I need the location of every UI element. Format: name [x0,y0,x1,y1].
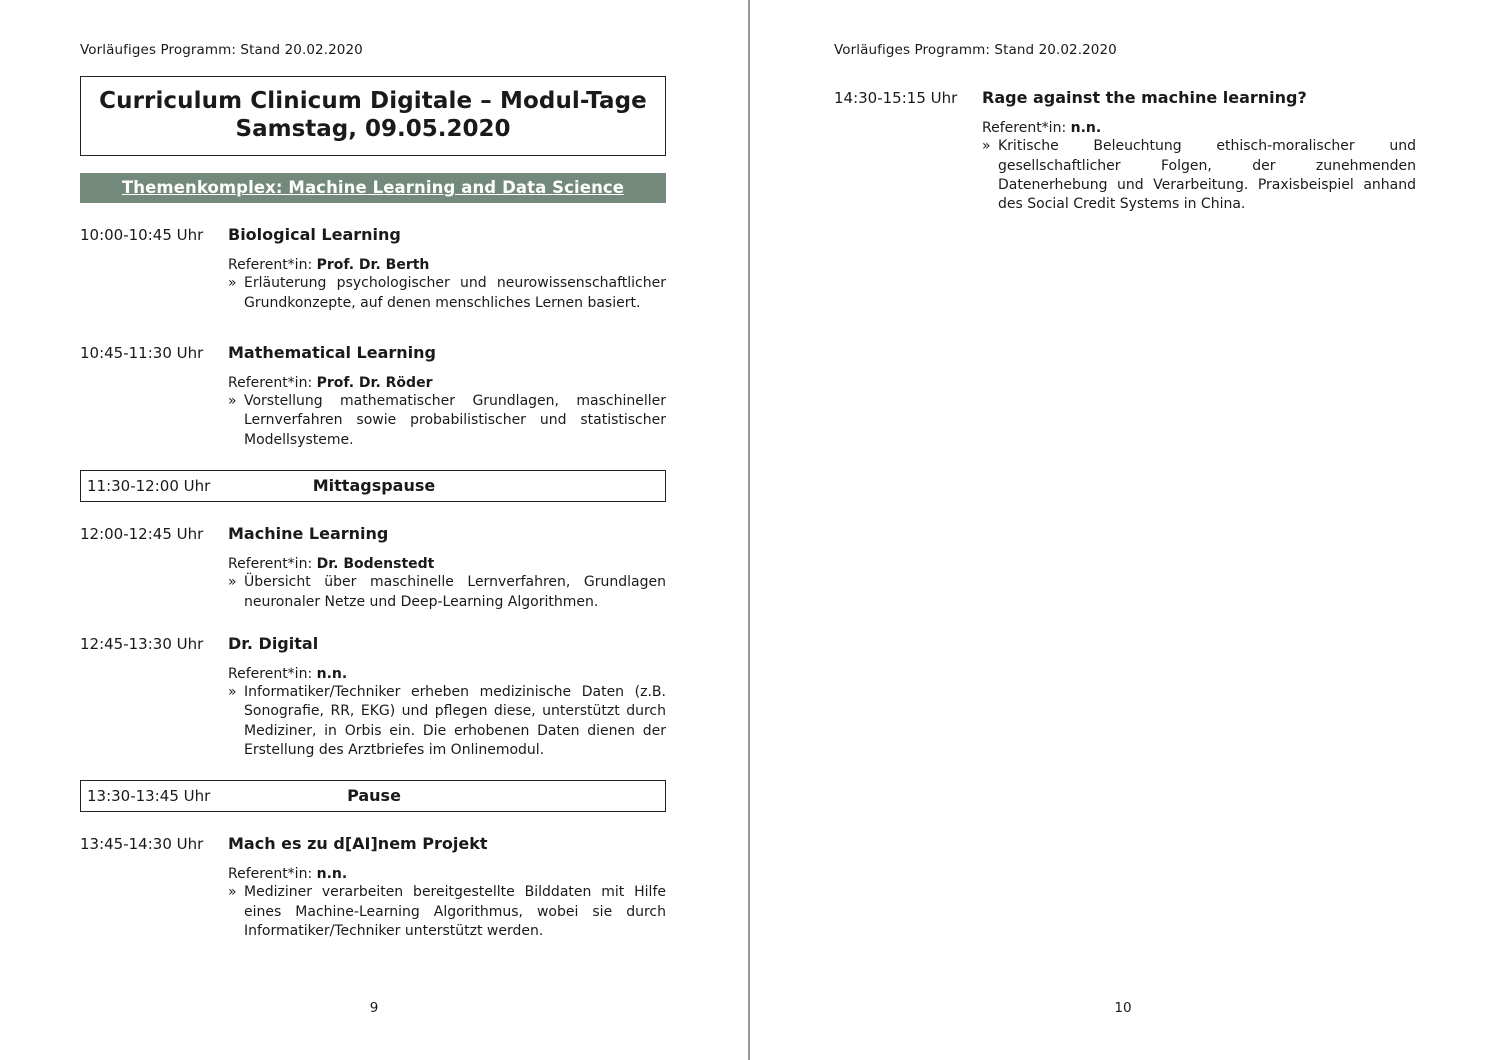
session-time: 10:00-10:45 Uhr [80,226,204,245]
page-title: Curriculum Clinicum Digitale – Modul-Tage [99,88,647,114]
speaker-label: Referent*in: [228,866,313,883]
session-speaker [228,375,666,391]
bullet-marker-icon: » [228,684,237,701]
break-row-pause [80,780,666,812]
bullet-marker-icon: » [982,138,991,155]
session-body [982,88,1416,214]
speaker-label: Referent*in: [228,556,313,573]
break-label: Mittagspause [312,476,436,496]
session-item [834,88,1416,214]
speaker-name: Dr. Bodenstedt [316,556,435,573]
session-title: Mathematical Learning [228,342,436,362]
session-speaker [982,120,1416,136]
session-body [228,225,666,313]
page-10 [748,0,1496,1060]
session-item [80,343,666,450]
speaker-name: n.n. [316,666,348,683]
session-title: Biological Learning [228,225,401,245]
page-number: 9 [369,1000,379,1016]
break-time: 13:30-13:45 Uhr [87,786,211,805]
bullet-text: Erläuterung psychologischer und neurowissenschaftlicher Grundkonzepte, auf denen menschliches Lernen basiert. [244,275,666,311]
bullet-marker-icon: » [228,393,237,410]
bullet-text: Vorstellung mathematischer Grundlagen, maschineller Lernverfahren sowie probabilistischer und statistischer Modellsysteme. [244,393,666,448]
bullet-marker-icon: » [228,574,237,591]
bullet-text: Kritische Beleuchtung ethisch-moralischer und gesellschaftlicher Folgen, der zunehmenden Datenerhebung und Verarbeitung. Praxisbeispiel anhand des Social Credit Systems in China. [998,138,1416,213]
speaker-name: n.n. [1070,120,1102,137]
session-title: Dr. Digital [228,633,319,653]
break-label: Pause [347,786,401,806]
session-time: 12:00-12:45 Uhr [80,525,204,544]
page-number: 10 [1114,1000,1132,1016]
session-item [80,225,666,313]
session-speaker [228,257,666,273]
bullet-marker-icon: » [228,275,237,292]
session-speaker [228,866,666,882]
break-time: 11:30-12:00 Uhr [87,476,211,495]
bullet-marker-icon: » [228,884,237,901]
session-title: Rage against the machine learning? [982,88,1307,107]
session-speaker [228,666,666,682]
session-title: Mach es zu d[AI]nem Projekt [228,834,488,854]
speaker-name: Prof. Dr. Röder [316,375,433,392]
header-note: Vorläufiges Programm: Stand 20.02.2020 [834,42,1117,58]
session-body [228,634,666,760]
session-bullet [228,683,666,760]
session-item [80,834,666,941]
session-body [228,834,666,941]
speaker-label: Referent*in: [228,375,313,392]
speaker-name: n.n. [316,866,348,883]
session-time: 12:45-13:30 Uhr [80,634,204,653]
page-subtitle: Samstag, 09.05.2020 [235,116,511,143]
session-item [80,634,666,760]
session-time: 13:45-14:30 Uhr [80,835,204,854]
session-bullet [228,274,666,313]
session-bullet [228,392,666,450]
program-title-box [80,76,666,156]
spacer [80,313,666,321]
speaker-label: Referent*in: [228,666,313,683]
bullet-text: Mediziner verarbeiten bereitgestellte Bilddaten mit Hilfe eines Machine-Learning Algorithmus, wobei sie durch Informatiker/Techniker unterstützt werden. [244,884,666,940]
speaker-label: Referent*in: [228,257,313,274]
session-bullet [228,883,666,941]
session-item [80,524,666,612]
header-note: Vorläufiges Programm: Stand 20.02.2020 [80,42,363,58]
break-row-lunch [80,470,666,502]
bullet-text: Übersicht über maschinelle Lernverfahren, Grundlagen neuronaler Netze und Deep-Learning Algorithmen. [244,574,666,610]
session-bullet [228,573,666,612]
session-speaker [228,556,666,572]
session-bullet [982,137,1416,214]
session-title: Machine Learning [228,524,389,544]
topic-band: Themenkomplex: Machine Learning and Data Science [80,173,666,203]
session-body [228,524,666,612]
session-time: 10:45-11:30 Uhr [80,343,204,362]
session-time: 14:30-15:15 Uhr [834,89,958,107]
speaker-name: Prof. Dr. Berth [316,257,430,274]
bullet-text: Informatiker/Techniker erheben medizinische Daten (z.B. Sonografie, RR, EKG) und pflegen diese, unterstützt durch Mediziner, in Orbis ein. Die erhobenen Daten dienen der Erstellung des Arztbriefes im Onlinemodul. [244,684,666,758]
session-body [228,343,666,450]
speaker-label: Referent*in: [982,120,1067,137]
